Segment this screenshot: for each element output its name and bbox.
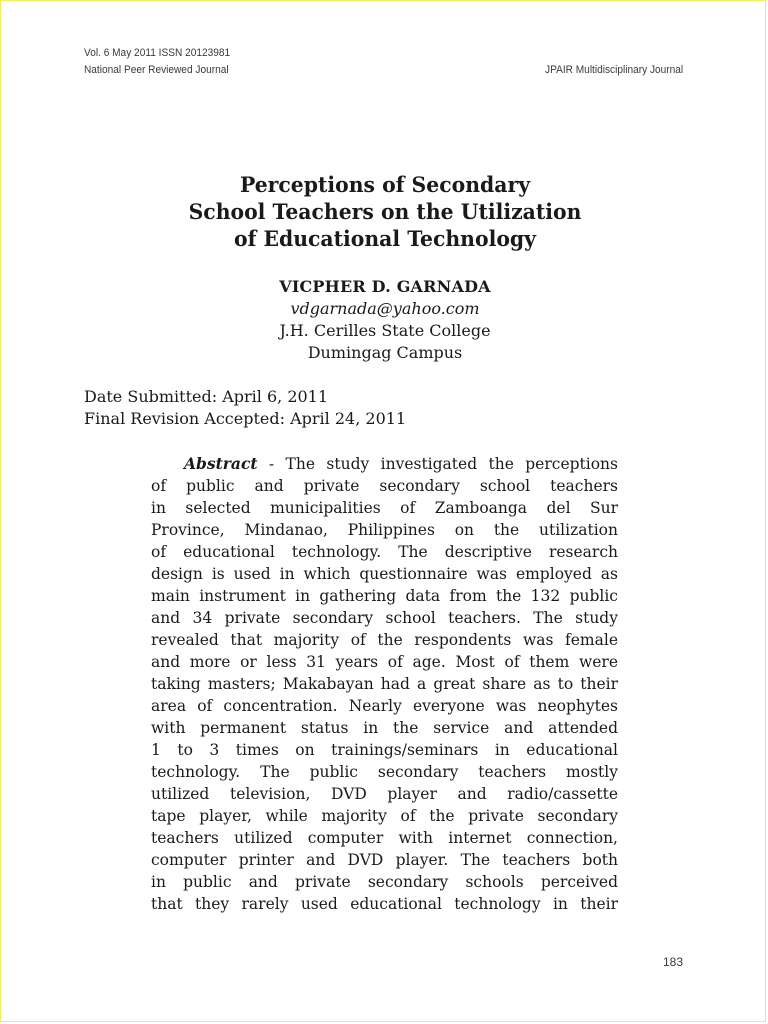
- abstract-line: taking masters; Makabayan had a great share as to their: [151, 675, 618, 693]
- journal-name: JPAIR Multidisciplinary Journal: [544, 64, 683, 76]
- abstract-line: design is used in which questionnaire was employed as: [151, 565, 618, 583]
- abstract-line: main instrument in gathering data from the 132 public: [151, 587, 618, 605]
- abstract: [151, 453, 618, 915]
- volume-issn: Vol. 6 May 2011 ISSN 20123981: [84, 47, 231, 59]
- abstract-line: Province, Mindanao, Philippines on the utilization: [151, 521, 618, 539]
- date-submitted: Date Submitted: April 6, 2011: [84, 387, 329, 406]
- article-title: [13, 171, 758, 252]
- date-accepted: Final Revision Accepted: April 24, 2011: [84, 409, 407, 428]
- author-affiliation: J.H. Cerilles State College: [279, 321, 491, 340]
- abstract-line: teachers utilized computer with internet connection,: [151, 829, 618, 847]
- journal-type: National Peer Reviewed Journal: [84, 64, 229, 76]
- journal-header-left: [84, 45, 230, 79]
- abstract-line: and 34 private secondary school teachers. The study: [151, 609, 618, 627]
- abstract-line: computer printer and DVD player. The teachers both: [151, 851, 618, 869]
- abstract-line: with permanent status in the service and attended: [151, 719, 618, 737]
- author-email: vdgarnada@yahoo.com: [290, 299, 480, 318]
- abstract-line: that they rarely used educational technology in their: [151, 895, 618, 913]
- abstract-label: Abstract: [184, 454, 258, 473]
- abstract-line: [151, 453, 618, 475]
- abstract-line: technology. The public secondary teachers mostly: [151, 763, 618, 781]
- submission-dates: [84, 386, 406, 430]
- author-block: [1, 276, 768, 364]
- abstract-line: revealed that majority of the respondents was female: [151, 631, 618, 649]
- page-number: 183: [662, 955, 683, 969]
- author-campus: Dumingag Campus: [307, 343, 463, 362]
- abstract-line: and more or less 31 years of age. Most of them were: [151, 653, 618, 671]
- title-line: Perceptions of Secondary: [239, 172, 531, 197]
- abstract-text: - The study investigated the perceptions: [257, 455, 618, 473]
- abstract-line: of public and private secondary school teachers: [151, 477, 618, 495]
- abstract-line: in selected municipalities of Zamboanga del Sur: [151, 499, 618, 517]
- title-line: School Teachers on the Utilization: [188, 199, 582, 224]
- author-name: VICPHER D. GARNADA: [279, 277, 491, 296]
- abstract-line: of educational technology. The descriptive research: [151, 543, 618, 561]
- abstract-line: 1 to 3 times on trainings/seminars in educational: [151, 741, 618, 759]
- abstract-line: utilized television, DVD player and radio/cassette: [151, 785, 618, 803]
- abstract-line: tape player, while majority of the private secondary: [151, 807, 618, 825]
- abstract-line: in public and private secondary schools perceived: [151, 873, 618, 891]
- abstract-line: area of concentration. Nearly everyone was neophytes: [151, 697, 618, 715]
- title-line: of Educational Technology: [233, 226, 537, 251]
